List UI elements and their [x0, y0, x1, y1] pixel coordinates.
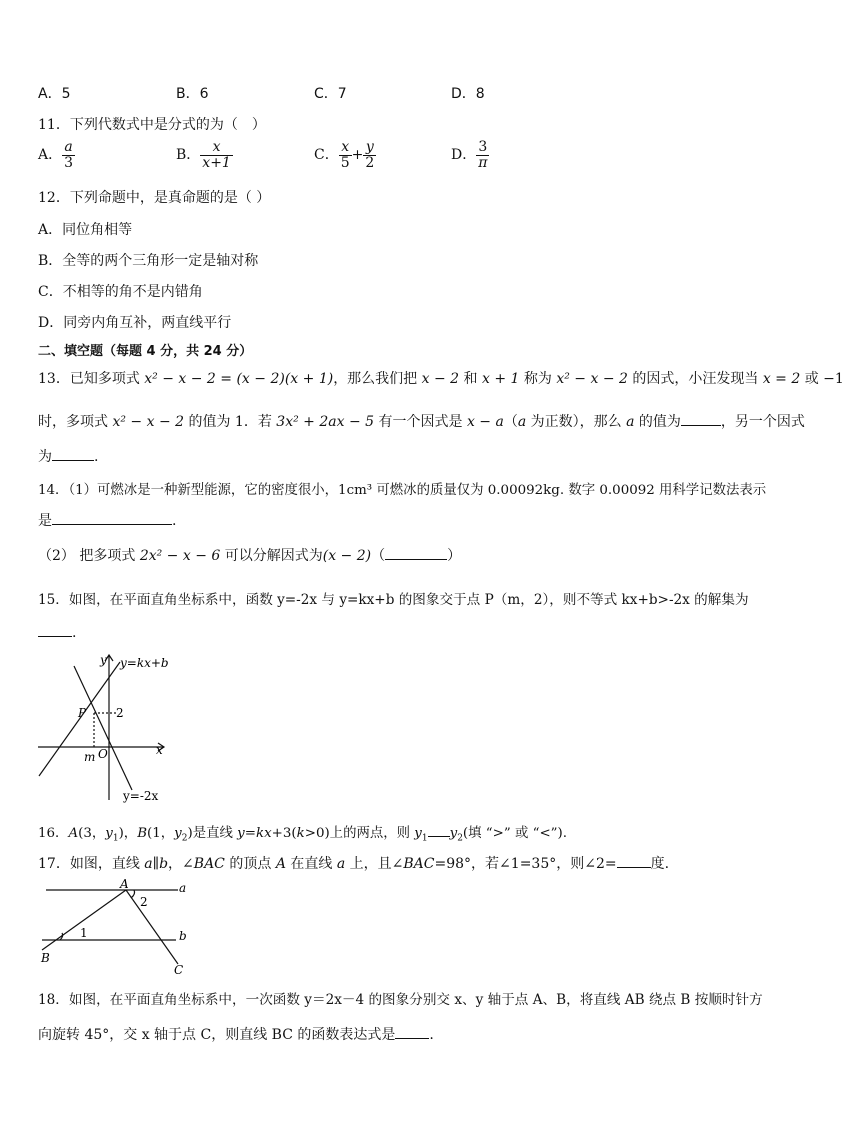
m-label: m [84, 750, 96, 764]
q16-text: 16．A(3，$y_1$)，B(1，$y_2$)是直线 y=kx+3(k>0)上的两点，则 $y_1$ $y_2$(填 “>” 或 “<”). [38, 826, 567, 844]
q18-line2: 向旋转 45°，交 x 轴于点 C，则直线 BC 的函数表达式是 . [38, 1027, 434, 1043]
option-c: C．7 [314, 86, 347, 102]
q14-line2: 是 . [38, 513, 177, 529]
point-a-label: A [120, 877, 129, 891]
answer-blank[interactable] [681, 424, 721, 426]
q13-line2: 时，多项式 x² − x − 2 的值为 1．若 3x² + 2ax − 5 有一个因式是 x − a（a 为正数），那么 a 的值为 ，另一个因式 [38, 414, 805, 430]
answer-blank[interactable] [52, 459, 94, 461]
q17-diagram [36, 878, 196, 976]
q13-line1: 13．已知多项式 x² − x − 2 = (x − 2)(x + 1)，那么我们把 x − 2 和 x + 1 称为 x² − x − 2 的因式，小汪发现当 x = 2 或 −1 [38, 371, 844, 387]
q12-option-b: B．全等的两个三角形一定是轴对称 [38, 253, 259, 269]
q11-stem: 11．下列代数式中是分式的为（ ） [38, 117, 266, 133]
tick-2-label: 2 [116, 706, 124, 720]
q12-option-d: D．同旁内角互补，两直线平行 [38, 315, 232, 331]
line1-label: y=kx+b [120, 656, 169, 670]
q15-line2: . [38, 625, 76, 641]
answer-blank[interactable] [395, 1037, 429, 1039]
point-b-label: B [41, 951, 50, 965]
segment-ac [126, 890, 178, 964]
point-c-label: C [174, 963, 184, 977]
line-b-label: b [179, 929, 187, 943]
q14-line3: （2） 把多项式 2x² − x − 6 可以分解因式为(x − 2)（ ） [38, 548, 462, 564]
q14-line1: 14．（1）可燃冰是一种新型能源，它的密度很小，1cm³ 可燃冰的质量仅为 0.00092kg. 数字 0.00092 用科学记数法表示 [38, 483, 767, 498]
option-a: A．5 [38, 86, 71, 102]
option-d: D．8 [451, 86, 485, 102]
origin-label: O [98, 747, 108, 761]
answer-blank[interactable] [385, 558, 447, 560]
answer-blank[interactable] [38, 635, 72, 637]
y-label: y [100, 653, 107, 667]
q15-line1: 15．如图，在平面直角坐标系中，函数 y=-2x 与 y=kx+b 的图象交于点 P（m，2），则不等式 kx+b>-2x 的解集为 [38, 592, 749, 608]
angle-1-label: 1 [80, 926, 88, 940]
line-a-label: a [179, 881, 187, 895]
q11-option-d: D． $\frac{3}{\pi}$ [451, 139, 488, 171]
q12-option-a: A．同位角相等 [38, 222, 133, 238]
angle-2-arc [131, 890, 135, 898]
q18-line1: 18．如图，在平面直角坐标系中，一次函数 y＝2x－4 的图象分别交 x、y 轴于点 A、B，将直线 AB 绕点 B 按顺时针方 [38, 992, 763, 1008]
answer-blank[interactable] [428, 835, 450, 837]
point-p-label: P [78, 706, 87, 720]
angle-2-label: 2 [140, 895, 148, 909]
answer-blank[interactable] [617, 866, 651, 868]
answer-blank[interactable] [52, 523, 172, 525]
q11-option-c: C． $\frac{x}{5}$ + $\frac{y}{2}$ [314, 139, 375, 171]
segment-ab [42, 890, 126, 950]
q13-line3: 为 . [38, 449, 99, 465]
q17-text: 17．如图，直线 a∥b，∠BAC 的顶点 A 在直线 a 上，且∠BAC=98°，若∠1=35°，则∠2= 度. [38, 856, 670, 872]
q11-option-a: A． $\frac{a}{3}$ [38, 139, 74, 171]
q11-option-b: B． $\frac{x}{x+1}$ [176, 139, 231, 171]
line2-label: y=-2x [123, 789, 159, 803]
x-label: x [156, 743, 163, 757]
line-neg-2x [74, 666, 132, 790]
q15-graph [36, 650, 176, 805]
option-b: B．6 [176, 86, 209, 102]
q12-stem: 12．下列命题中，是真命题的是（ ） [38, 190, 271, 206]
section-heading: 二、填空题（每题 4 分，共 24 分） [38, 344, 253, 359]
q12-option-c: C．不相等的角不是内错角 [38, 284, 203, 300]
